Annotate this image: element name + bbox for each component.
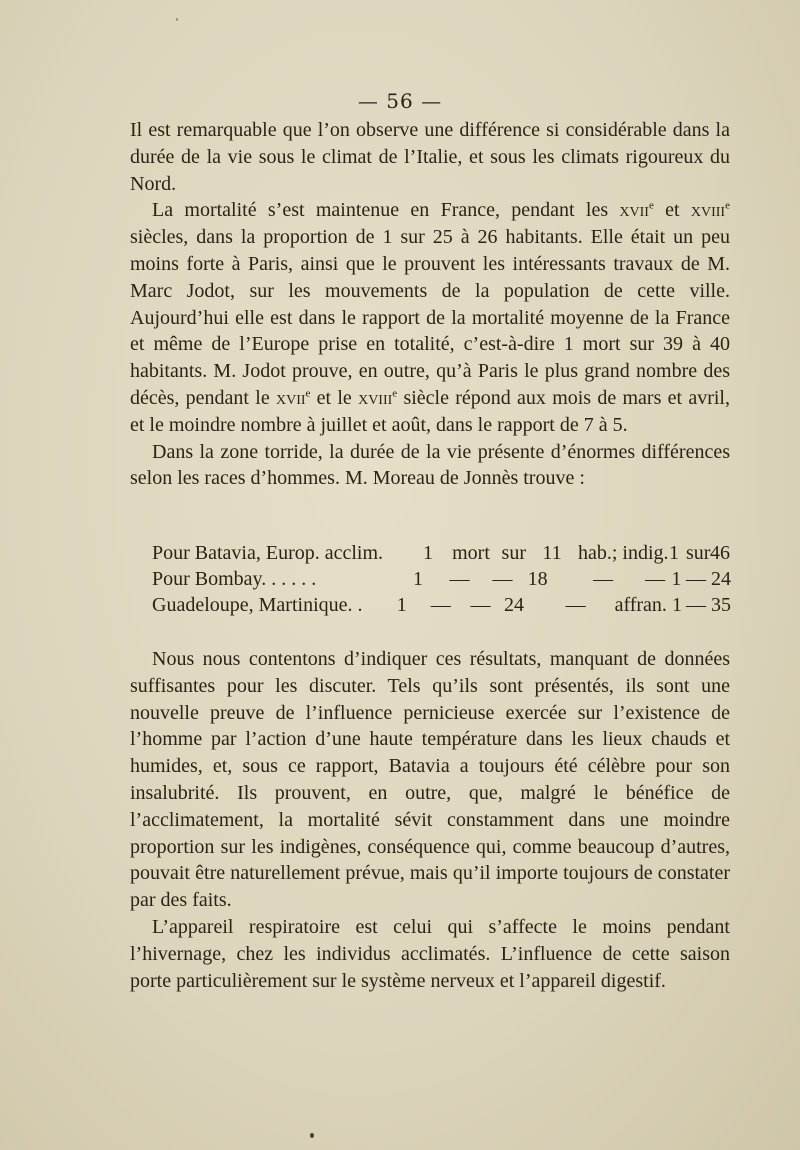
table-row [152,566,730,592]
table-cell: hab.; indig. [578,542,669,564]
paragraph-4: Nous nous contentons d’indiquer ces résultats, manquant de données suffisantes pour les discuter. Tels qu’ils sont présentés, ils sont une nouvelle preuve de l’influence pernicieuse exercée sur l’existence de l’homme par l’action d’une haute température dans les lieux chauds et humides, et, sous ce rapport, Batavia a toujours été célèbre pour son insalubrité. Ils prouvent, en outre, que, malgré le bénéfice de l’acclimatement, la mortalité sévit constamment dans une moindre proportion sur les indigènes, conséquence qui, comme beaucoup d’autres, pouvait être naturellement prévue, mais qu’il importe toujours de constater par des faits. [130,648,730,912]
paragraph-3: Dans la zone torride, la durée de la vie présente d’énormes différences selon les races d’hommes. M. Moreau de Jonnès trouve : [130,440,730,490]
text-block-top [130,117,730,492]
table-cell: 1 [423,542,433,564]
table-cell: 18 [527,568,548,590]
table-cell: — [492,568,513,590]
table-cell: affran. [614,594,667,616]
text-block-bottom [130,646,730,994]
mortality-table [152,540,730,618]
table-cell: — [470,594,491,616]
table-cell: — [645,568,666,590]
table-row [152,540,730,566]
paragraph-1: Il est remarquable que l’on observe une différence si considérable dans la durée de la vie sous le climat de l’Italie, et sous les climats rigoureux du Nord. [130,119,730,195]
paragraph-2: La mortalité s’est maintenue en France, pendant les xvii$^e$ et xviii$^e$ siècles, dans la proportion de 1 sur 25 à 26 habitants. Elle était un peu moins forte à Paris, ainsi que le prouvent les intéressants travaux de M. Marc Jodot, sur les mouvements de la population de cette ville. Aujourd’hui elle est dans le rapport de la mortalité moyenne de la France et même de l’Europe prise en totalité, c’est-à-dire 1 mort sur 39 à 40 habitants. M. Jodot prouve, en outre, qu’à Paris le plus grand nombre des décès, pendant le xvii$^e$ et le xviii$^e$ siècle répond aux mois de mars et avril, et le moindre nombre à juillet et août, dans le rapport de 7 à 5. [130,199,730,436]
table-row [152,592,730,618]
table-cell: 1 [671,568,682,590]
table-cell: Pour Batavia, Europ. acclim. [152,542,384,564]
paragraph-5: L’appareil respiratoire est celui qui s’affecte le moins pendant l’hivernage, chez les individus acclimatés. L’influence de cette saison porte particulièrement sur le système nerveux et l’appareil digestif. [130,915,730,992]
table-cell: — 35 [686,594,732,616]
table-cell: mort [452,542,490,564]
table-cell: sur [686,542,711,564]
ink-speck [176,18,178,21]
table-cell: — [449,568,470,590]
table-cell: sur [501,542,526,564]
table-cell: Guadeloupe, Martinique. . [152,594,363,616]
table-cell: — 24 [686,568,732,590]
ink-speck [310,1133,314,1138]
table-cell: 1 [669,542,679,564]
table-cell: 11 [542,542,562,564]
table-cell: — [593,568,614,590]
page-number: — 56 — [357,89,443,113]
table-cell: 24 [504,594,525,616]
table-cell: Pour Bombay. . . . . . [152,568,317,590]
table-cell: 1 [413,568,424,590]
table-cell: — [430,594,451,616]
table-cell: 1 [671,594,682,616]
table-cell: — [565,594,586,616]
table-cell: 46 [710,542,730,564]
table-cell: 1 [396,594,407,616]
